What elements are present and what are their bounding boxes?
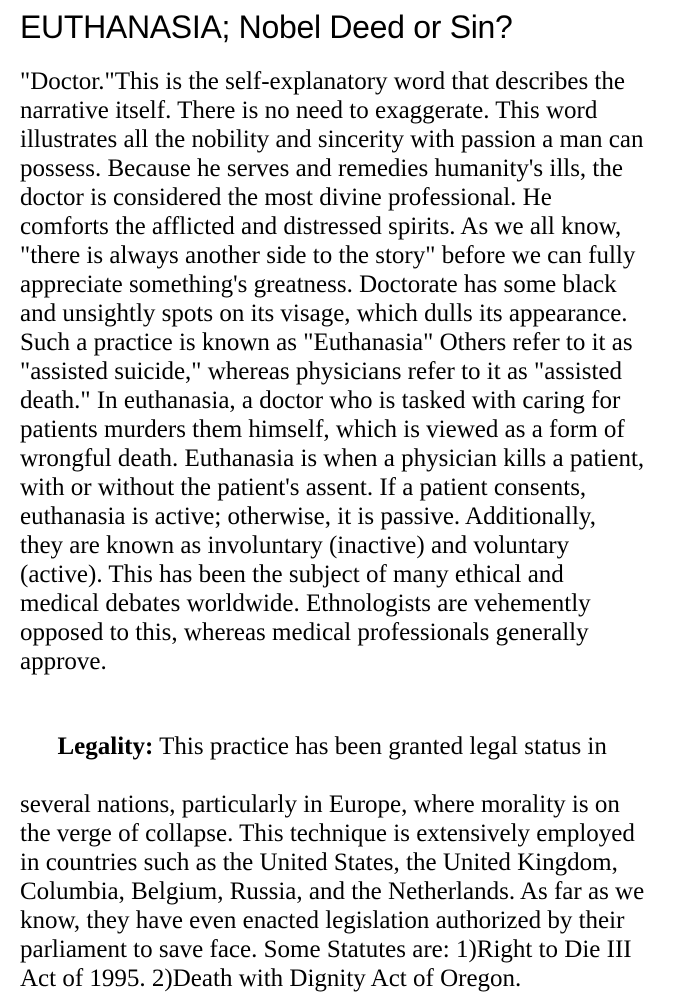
- document-title: EUTHANASIA; Nobel Deed or Sin?: [20, 9, 513, 45]
- text-line: opposed to this, whereas medical professionals generally: [20, 619, 589, 646]
- text-line: the verge of collapse. This technique is extensively employed: [20, 820, 635, 847]
- text-line: Columbia, Belgium, Russia, and the Netherlands. As far as we: [20, 878, 645, 905]
- text-line: doctor is considered the most divine professional. He: [20, 184, 552, 211]
- legality-label: Legality:: [57, 733, 154, 760]
- text-line: euthanasia is active; otherwise, it is passive. Additionally,: [20, 503, 597, 530]
- text-line: possess. Because he serves and remedies humanity's ills, the: [20, 155, 623, 182]
- text-line: several nations, particularly in Europe, where morality is on: [20, 791, 620, 818]
- text-line: Such a practice is known as "Euthanasia" Others refer to it as: [20, 329, 633, 356]
- text-line: appreciate something's greatness. Doctorate has some black: [20, 271, 617, 298]
- text-line: death." In euthanasia, a doctor who is tasked with caring for: [20, 387, 621, 414]
- text-line: illustrates all the nobility and sincerity with passion a man can: [20, 126, 644, 153]
- text-line: comforts the afflicted and distressed spirits. As we all know,: [20, 213, 622, 240]
- text-line: patients murders them himself, which is viewed as a form of: [20, 416, 625, 443]
- text-line: "there is always another side to the story" before we can fully: [20, 242, 636, 269]
- text-line: "assisted suicide," whereas physicians refer to it as "assisted: [20, 358, 622, 385]
- text-line: approve.: [20, 648, 107, 675]
- text-line: with or without the patient's assent. If a patient consents,: [20, 474, 587, 501]
- text-line: wrongful death. Euthanasia is when a physician kills a patient,: [20, 445, 645, 472]
- legality-lines: [20, 790, 662, 993]
- text-line: parliament to save face. Some Statutes are: 1)Right to Die III: [20, 936, 632, 963]
- paragraph-legality: [20, 703, 662, 993]
- legality-first-line-text: This practice has been granted legal status in: [153, 733, 607, 760]
- text-line: narrative itself. There is no need to exaggerate. This word: [20, 97, 598, 124]
- text-line: "Doctor."This is the self-explanatory word that describes the: [20, 68, 625, 95]
- text-line: (active). This has been the subject of many ethical and: [20, 561, 564, 588]
- text-line: and unsightly spots on its visage, which dulls its appearance.: [20, 300, 628, 327]
- text-line: [20, 703, 662, 790]
- text-line: in countries such as the United States, the United Kingdom,: [20, 849, 618, 876]
- text-line: know, they have even enacted legislation authorized by their: [20, 907, 625, 934]
- text-line: Act of 1995. 2)Death with Dignity Act of Oregon.: [20, 965, 522, 992]
- text-line: they are known as involuntary (inactive) and voluntary: [20, 532, 570, 559]
- paragraph-intro: [20, 67, 662, 676]
- text-line: medical debates worldwide. Ethnologists are vehemently: [20, 590, 591, 617]
